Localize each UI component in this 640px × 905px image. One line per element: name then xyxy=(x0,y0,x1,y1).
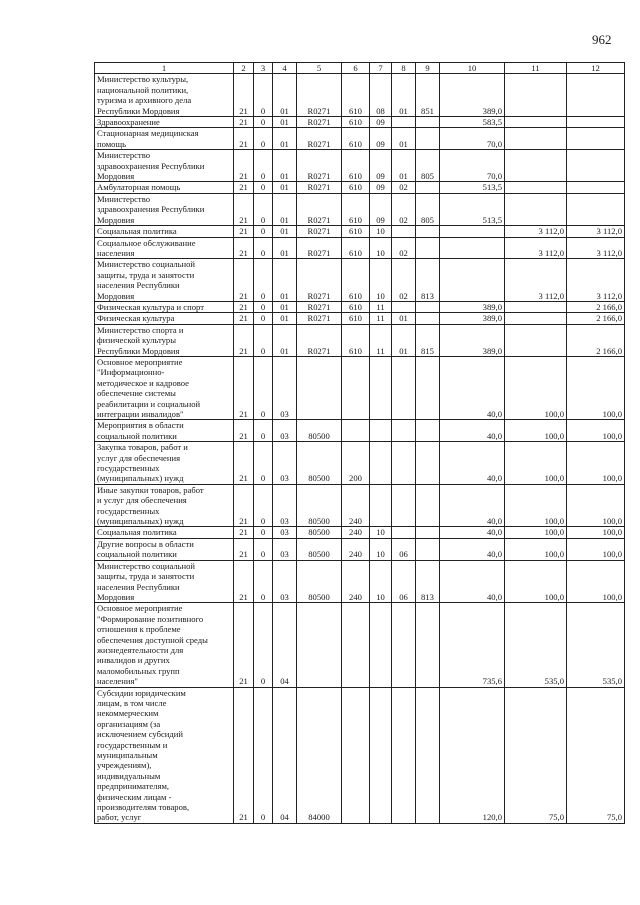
header-cell: 10 xyxy=(440,63,505,74)
amount-12-cell: 100,0 xyxy=(567,356,625,419)
code-9-cell: 851 xyxy=(416,74,440,117)
amount-12-cell xyxy=(567,74,625,117)
header-cell: 7 xyxy=(370,63,392,74)
code-5-cell: R0271 xyxy=(297,324,342,356)
amount-10-cell: 389,0 xyxy=(440,301,505,312)
code-9-cell xyxy=(416,301,440,312)
header-cell: 3 xyxy=(254,63,273,74)
amount-11-cell xyxy=(505,182,567,193)
amount-12-cell: 2 166,0 xyxy=(567,324,625,356)
amount-10-cell xyxy=(440,259,505,302)
amount-10-cell: 40,0 xyxy=(440,484,505,527)
row-name-cell: Основное мероприятие "Информационно- методическое и кадровое обеспечение системы реабилитации и социальной интеграции инвалидов" xyxy=(95,356,234,419)
code-3-cell: 0 xyxy=(254,237,273,259)
code-4-cell: 03 xyxy=(273,356,297,419)
code-7-cell: 11 xyxy=(370,313,392,324)
code-3-cell: 0 xyxy=(254,484,273,527)
code-8-cell xyxy=(392,301,416,312)
amount-10-cell: 735,6 xyxy=(440,603,505,687)
code-4-cell: 01 xyxy=(273,301,297,312)
table-row xyxy=(95,226,625,237)
code-5-cell: 80500 xyxy=(297,420,342,442)
code-9-cell xyxy=(416,420,440,442)
amount-10-cell: 389,0 xyxy=(440,74,505,117)
row-name-cell: Мероприятия в области социальной политики xyxy=(95,420,234,442)
code-8-cell: 01 xyxy=(392,128,416,150)
code-7-cell: 10 xyxy=(370,560,392,603)
amount-12-cell xyxy=(567,150,625,182)
code-6-cell: 610 xyxy=(342,226,370,237)
code-8-cell xyxy=(392,420,416,442)
code-4-cell: 01 xyxy=(273,150,297,182)
code-4-cell: 01 xyxy=(273,128,297,150)
code-8-cell: 02 xyxy=(392,237,416,259)
code-9-cell: 805 xyxy=(416,150,440,182)
code-2-cell: 21 xyxy=(234,484,254,527)
code-7-cell: 10 xyxy=(370,226,392,237)
code-4-cell: 01 xyxy=(273,193,297,225)
amount-11-cell xyxy=(505,128,567,150)
code-6-cell: 610 xyxy=(342,324,370,356)
amount-10-cell: 389,0 xyxy=(440,324,505,356)
code-7-cell: 09 xyxy=(370,193,392,225)
code-5-cell: R0271 xyxy=(297,237,342,259)
amount-11-cell: 100,0 xyxy=(505,538,567,560)
table-row xyxy=(95,687,625,823)
amount-11-cell xyxy=(505,301,567,312)
code-8-cell: 01 xyxy=(392,150,416,182)
amount-10-cell: 583,5 xyxy=(440,117,505,128)
amount-10-cell: 389,0 xyxy=(440,313,505,324)
code-5-cell: R0271 xyxy=(297,301,342,312)
amount-11-cell: 535,0 xyxy=(505,603,567,687)
code-9-cell xyxy=(416,538,440,560)
code-8-cell xyxy=(392,687,416,823)
table-row xyxy=(95,324,625,356)
code-9-cell xyxy=(416,117,440,128)
code-2-cell: 21 xyxy=(234,560,254,603)
amount-11-cell xyxy=(505,117,567,128)
row-name-cell: Министерство здравоохранения Республики Мордовия xyxy=(95,193,234,225)
table-row xyxy=(95,193,625,225)
code-4-cell: 01 xyxy=(273,324,297,356)
code-6-cell: 200 xyxy=(342,442,370,485)
code-8-cell: 06 xyxy=(392,560,416,603)
code-6-cell: 240 xyxy=(342,538,370,560)
code-6-cell: 240 xyxy=(342,527,370,538)
amount-12-cell: 3 112,0 xyxy=(567,237,625,259)
amount-11-cell xyxy=(505,313,567,324)
code-9-cell xyxy=(416,182,440,193)
code-6-cell: 240 xyxy=(342,560,370,603)
code-9-cell: 805 xyxy=(416,193,440,225)
code-6-cell: 610 xyxy=(342,313,370,324)
row-name-cell: Стационарная медицинская помощь xyxy=(95,128,234,150)
table-row xyxy=(95,560,625,603)
amount-12-cell xyxy=(567,128,625,150)
amount-10-cell: 40,0 xyxy=(440,442,505,485)
code-5-cell: R0271 xyxy=(297,226,342,237)
table-row xyxy=(95,74,625,117)
amount-11-cell: 100,0 xyxy=(505,442,567,485)
code-5-cell: R0271 xyxy=(297,259,342,302)
header-row xyxy=(95,63,625,74)
code-9-cell xyxy=(416,237,440,259)
amount-10-cell: 120,0 xyxy=(440,687,505,823)
code-2-cell: 21 xyxy=(234,324,254,356)
code-9-cell xyxy=(416,226,440,237)
code-4-cell: 03 xyxy=(273,560,297,603)
code-6-cell: 610 xyxy=(342,237,370,259)
amount-11-cell xyxy=(505,193,567,225)
row-name-cell: Министерство социальной защиты, труда и занятости населения Республики Мордовия xyxy=(95,259,234,302)
header-cell: 12 xyxy=(567,63,625,74)
code-3-cell: 0 xyxy=(254,527,273,538)
code-7-cell: 11 xyxy=(370,324,392,356)
code-7-cell xyxy=(370,603,392,687)
table-row xyxy=(95,182,625,193)
code-5-cell: R0271 xyxy=(297,117,342,128)
code-4-cell: 03 xyxy=(273,420,297,442)
amount-10-cell: 70,0 xyxy=(440,150,505,182)
code-2-cell: 21 xyxy=(234,356,254,419)
code-5-cell: R0271 xyxy=(297,182,342,193)
code-5-cell xyxy=(297,356,342,419)
table-row xyxy=(95,237,625,259)
code-5-cell: 80500 xyxy=(297,527,342,538)
header-cell: 6 xyxy=(342,63,370,74)
code-8-cell: 01 xyxy=(392,324,416,356)
table-row xyxy=(95,356,625,419)
code-8-cell xyxy=(392,442,416,485)
code-2-cell: 21 xyxy=(234,74,254,117)
code-9-cell xyxy=(416,484,440,527)
code-4-cell: 04 xyxy=(273,687,297,823)
code-6-cell: 610 xyxy=(342,74,370,117)
code-2-cell: 21 xyxy=(234,420,254,442)
code-9-cell xyxy=(416,442,440,485)
code-7-cell xyxy=(370,687,392,823)
code-8-cell: 02 xyxy=(392,259,416,302)
row-name-cell: Министерство спорта и физической культуры Республики Мордовия xyxy=(95,324,234,356)
code-7-cell: 09 xyxy=(370,128,392,150)
code-6-cell: 610 xyxy=(342,193,370,225)
code-4-cell: 01 xyxy=(273,74,297,117)
amount-12-cell: 75,0 xyxy=(567,687,625,823)
row-name-cell: Социальная политика xyxy=(95,527,234,538)
code-7-cell: 10 xyxy=(370,527,392,538)
code-4-cell: 01 xyxy=(273,117,297,128)
code-7-cell xyxy=(370,356,392,419)
code-3-cell: 0 xyxy=(254,356,273,419)
code-4-cell: 03 xyxy=(273,442,297,485)
code-4-cell: 01 xyxy=(273,313,297,324)
code-3-cell: 0 xyxy=(254,324,273,356)
amount-10-cell xyxy=(440,237,505,259)
code-9-cell xyxy=(416,356,440,419)
row-name-cell: Физическая культура и спорт xyxy=(95,301,234,312)
row-name-cell: Амбулаторная помощь xyxy=(95,182,234,193)
code-7-cell: 09 xyxy=(370,150,392,182)
header-cell: 4 xyxy=(273,63,297,74)
code-2-cell: 21 xyxy=(234,527,254,538)
code-2-cell: 21 xyxy=(234,313,254,324)
header-cell: 11 xyxy=(505,63,567,74)
code-6-cell: 610 xyxy=(342,182,370,193)
amount-11-cell: 3 112,0 xyxy=(505,259,567,302)
code-7-cell: 09 xyxy=(370,117,392,128)
code-2-cell: 21 xyxy=(234,687,254,823)
code-8-cell xyxy=(392,356,416,419)
amount-11-cell: 100,0 xyxy=(505,484,567,527)
amount-11-cell xyxy=(505,324,567,356)
code-2-cell: 21 xyxy=(234,150,254,182)
amount-12-cell: 2 166,0 xyxy=(567,313,625,324)
code-3-cell: 0 xyxy=(254,74,273,117)
table-row xyxy=(95,259,625,302)
code-9-cell xyxy=(416,687,440,823)
row-name-cell: Иные закупки товаров, работ и услуг для обеспечения государственных (муниципальных) нужд xyxy=(95,484,234,527)
code-5-cell: 80500 xyxy=(297,560,342,603)
code-3-cell: 0 xyxy=(254,150,273,182)
code-5-cell: R0271 xyxy=(297,150,342,182)
row-name-cell: Министерство здравоохранения Республики Мордовия xyxy=(95,150,234,182)
code-8-cell xyxy=(392,603,416,687)
row-name-cell: Субсидии юридическим лицам, в том числе некоммерческим организациям (за исключением субсидий государственным и муниципальным учреждениям), индивидуальным предпринимателям, физическим лицам - производителям товаров, работ, услуг xyxy=(95,687,234,823)
code-2-cell: 21 xyxy=(234,442,254,485)
code-4-cell: 03 xyxy=(273,527,297,538)
amount-10-cell: 513,5 xyxy=(440,193,505,225)
code-3-cell: 0 xyxy=(254,603,273,687)
table-row xyxy=(95,150,625,182)
amount-10-cell: 70,0 xyxy=(440,128,505,150)
code-8-cell xyxy=(392,226,416,237)
code-8-cell xyxy=(392,117,416,128)
budget-table xyxy=(94,62,625,824)
code-3-cell: 0 xyxy=(254,687,273,823)
header-cell: 5 xyxy=(297,63,342,74)
code-9-cell xyxy=(416,313,440,324)
amount-10-cell: 40,0 xyxy=(440,356,505,419)
amount-10-cell: 513,5 xyxy=(440,182,505,193)
amount-12-cell: 3 112,0 xyxy=(567,226,625,237)
table-body xyxy=(95,74,625,823)
row-name-cell: Социальное обслуживание населения xyxy=(95,237,234,259)
code-4-cell: 04 xyxy=(273,603,297,687)
code-6-cell: 610 xyxy=(342,150,370,182)
code-8-cell: 02 xyxy=(392,182,416,193)
code-3-cell: 0 xyxy=(254,301,273,312)
code-3-cell: 0 xyxy=(254,420,273,442)
amount-12-cell: 100,0 xyxy=(567,442,625,485)
header-cell: 2 xyxy=(234,63,254,74)
code-8-cell: 06 xyxy=(392,538,416,560)
code-2-cell: 21 xyxy=(234,193,254,225)
amount-11-cell: 3 112,0 xyxy=(505,226,567,237)
amount-12-cell: 100,0 xyxy=(567,484,625,527)
code-4-cell: 03 xyxy=(273,538,297,560)
row-name-cell: Министерство культуры, национальной политики, туризма и архивного дела Республики Мордовия xyxy=(95,74,234,117)
amount-11-cell: 75,0 xyxy=(505,687,567,823)
code-7-cell: 08 xyxy=(370,74,392,117)
code-2-cell: 21 xyxy=(234,117,254,128)
code-6-cell xyxy=(342,603,370,687)
code-3-cell: 0 xyxy=(254,182,273,193)
page-number: 962 xyxy=(592,32,612,47)
code-8-cell xyxy=(392,527,416,538)
amount-11-cell xyxy=(505,150,567,182)
code-8-cell xyxy=(392,484,416,527)
header-cell: 9 xyxy=(416,63,440,74)
code-3-cell: 0 xyxy=(254,538,273,560)
code-2-cell: 21 xyxy=(234,259,254,302)
code-2-cell: 21 xyxy=(234,128,254,150)
code-9-cell: 813 xyxy=(416,259,440,302)
amount-11-cell xyxy=(505,74,567,117)
code-7-cell: 10 xyxy=(370,538,392,560)
code-9-cell xyxy=(416,527,440,538)
amount-12-cell: 100,0 xyxy=(567,538,625,560)
table-row xyxy=(95,442,625,485)
code-2-cell: 21 xyxy=(234,603,254,687)
amount-10-cell: 40,0 xyxy=(440,527,505,538)
code-3-cell: 0 xyxy=(254,193,273,225)
table-row xyxy=(95,117,625,128)
code-8-cell: 01 xyxy=(392,74,416,117)
amount-12-cell xyxy=(567,182,625,193)
code-5-cell: R0271 xyxy=(297,128,342,150)
row-name-cell: Министерство социальной защиты, труда и занятости населения Республики Мордовия xyxy=(95,560,234,603)
row-name-cell: Физическая культура xyxy=(95,313,234,324)
amount-12-cell: 100,0 xyxy=(567,527,625,538)
row-name-cell: Закупка товаров, работ и услуг для обеспечения государственных (муниципальных) нужд xyxy=(95,442,234,485)
code-6-cell: 610 xyxy=(342,128,370,150)
code-9-cell xyxy=(416,128,440,150)
code-6-cell: 610 xyxy=(342,301,370,312)
amount-10-cell: 40,0 xyxy=(440,560,505,603)
amount-10-cell: 40,0 xyxy=(440,538,505,560)
table-row xyxy=(95,527,625,538)
table-row xyxy=(95,313,625,324)
code-7-cell: 11 xyxy=(370,301,392,312)
code-7-cell xyxy=(370,484,392,527)
amount-11-cell: 100,0 xyxy=(505,527,567,538)
code-4-cell: 01 xyxy=(273,237,297,259)
amount-10-cell: 40,0 xyxy=(440,420,505,442)
code-7-cell: 10 xyxy=(370,259,392,302)
code-5-cell: 80500 xyxy=(297,538,342,560)
code-5-cell: R0271 xyxy=(297,313,342,324)
code-8-cell: 01 xyxy=(392,313,416,324)
header-cell: 1 xyxy=(95,63,234,74)
code-4-cell: 03 xyxy=(273,484,297,527)
code-3-cell: 0 xyxy=(254,259,273,302)
table-row xyxy=(95,603,625,687)
code-2-cell: 21 xyxy=(234,538,254,560)
code-9-cell: 815 xyxy=(416,324,440,356)
amount-12-cell: 535,0 xyxy=(567,603,625,687)
code-3-cell: 0 xyxy=(254,128,273,150)
amount-12-cell xyxy=(567,117,625,128)
row-name-cell: Социальная политика xyxy=(95,226,234,237)
amount-10-cell xyxy=(440,226,505,237)
code-5-cell: R0271 xyxy=(297,193,342,225)
amount-11-cell: 100,0 xyxy=(505,560,567,603)
code-2-cell: 21 xyxy=(234,182,254,193)
amount-11-cell: 3 112,0 xyxy=(505,237,567,259)
code-5-cell: 84000 xyxy=(297,687,342,823)
table-row xyxy=(95,420,625,442)
code-3-cell: 0 xyxy=(254,226,273,237)
code-3-cell: 0 xyxy=(254,313,273,324)
code-5-cell xyxy=(297,603,342,687)
code-6-cell xyxy=(342,356,370,419)
amount-12-cell: 100,0 xyxy=(567,560,625,603)
amount-12-cell: 3 112,0 xyxy=(567,259,625,302)
amount-12-cell: 2 166,0 xyxy=(567,301,625,312)
code-4-cell: 01 xyxy=(273,226,297,237)
code-7-cell xyxy=(370,442,392,485)
code-7-cell xyxy=(370,420,392,442)
amount-11-cell: 100,0 xyxy=(505,420,567,442)
amount-12-cell xyxy=(567,193,625,225)
table-row xyxy=(95,301,625,312)
code-5-cell: R0271 xyxy=(297,74,342,117)
table-row xyxy=(95,538,625,560)
code-7-cell: 09 xyxy=(370,182,392,193)
code-4-cell: 01 xyxy=(273,259,297,302)
code-2-cell: 21 xyxy=(234,237,254,259)
code-2-cell: 21 xyxy=(234,226,254,237)
code-6-cell: 240 xyxy=(342,484,370,527)
code-6-cell: 610 xyxy=(342,117,370,128)
row-name-cell: Здравоохранение xyxy=(95,117,234,128)
code-2-cell: 21 xyxy=(234,301,254,312)
code-5-cell: 80500 xyxy=(297,442,342,485)
code-7-cell: 10 xyxy=(370,237,392,259)
code-4-cell: 01 xyxy=(273,182,297,193)
code-3-cell: 0 xyxy=(254,117,273,128)
row-name-cell: Основное мероприятие "Формирование позитивного отношения к проблеме обеспечения доступной среды жизнедеятельности для инвалидов и других маломобильных групп населения" xyxy=(95,603,234,687)
amount-11-cell: 100,0 xyxy=(505,356,567,419)
code-6-cell: 610 xyxy=(342,259,370,302)
table-row xyxy=(95,128,625,150)
code-5-cell: 80500 xyxy=(297,484,342,527)
row-name-cell: Другие вопросы в области социальной политики xyxy=(95,538,234,560)
amount-12-cell: 100,0 xyxy=(567,420,625,442)
code-9-cell xyxy=(416,603,440,687)
code-3-cell: 0 xyxy=(254,560,273,603)
table-row xyxy=(95,484,625,527)
header-cell: 8 xyxy=(392,63,416,74)
code-3-cell: 0 xyxy=(254,442,273,485)
code-8-cell: 02 xyxy=(392,193,416,225)
code-6-cell xyxy=(342,687,370,823)
code-9-cell: 813 xyxy=(416,560,440,603)
code-6-cell xyxy=(342,420,370,442)
